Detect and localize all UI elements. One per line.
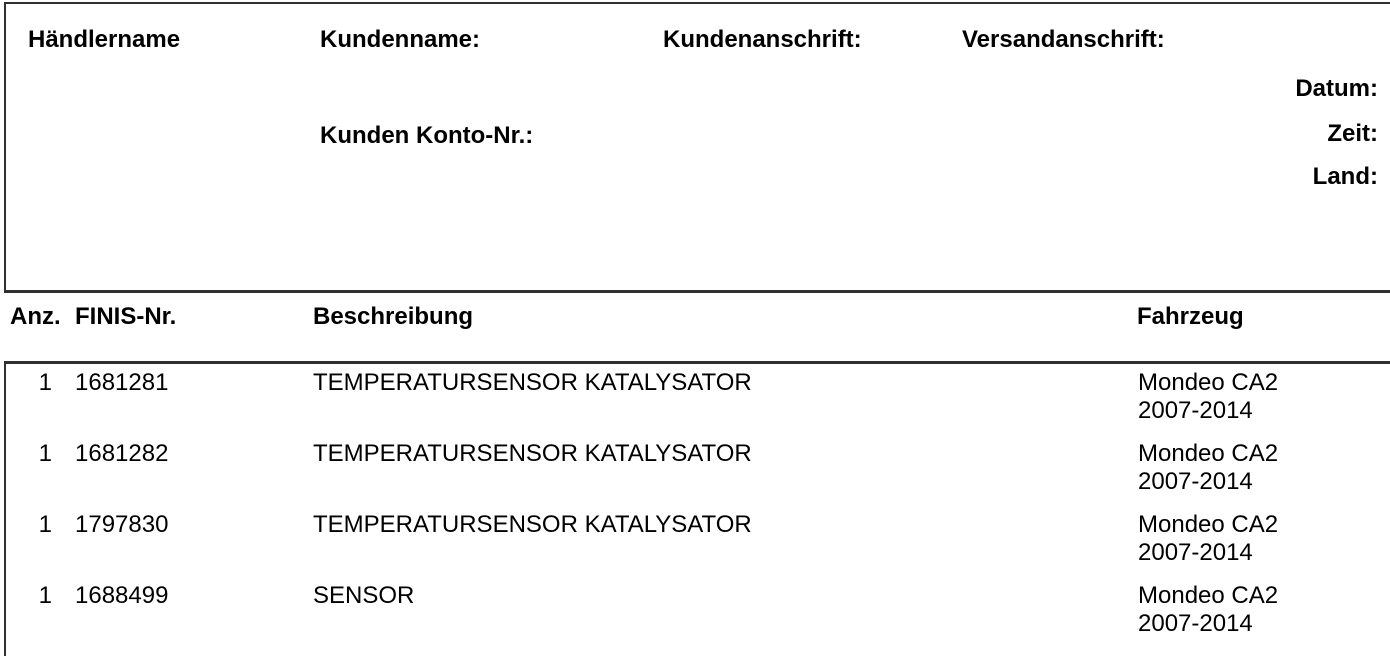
- column-header-description: Beschreibung: [313, 303, 474, 330]
- items-table-rows: [6, 369, 1390, 653]
- description-cell: TEMPERATURSENSOR KATALYSATOR: [313, 440, 752, 467]
- vehicle-cell: [1138, 582, 1278, 638]
- vehicle-model: Mondeo CA2: [1138, 369, 1279, 396]
- vehicle-model: Mondeo CA2: [1138, 440, 1279, 467]
- vehicle-years: 2007-2014: [1138, 468, 1253, 495]
- vehicle-years: 2007-2014: [1138, 610, 1253, 637]
- customer-account-number-label: Kunden Konto-Nr.:: [320, 122, 534, 149]
- quantity-cell: 1: [38, 369, 52, 396]
- description-cell: SENSOR: [313, 582, 415, 609]
- vehicle-years: 2007-2014: [1138, 539, 1253, 566]
- finis-number-cell: 1681281: [75, 369, 169, 396]
- vehicle-years: 2007-2014: [1138, 397, 1253, 424]
- table-row: [6, 582, 1390, 653]
- table-row: [6, 511, 1390, 582]
- table-row: [6, 369, 1390, 440]
- time-label: Zeit:: [1327, 120, 1378, 147]
- date-label: Datum:: [1295, 75, 1378, 102]
- description-cell: TEMPERATURSENSOR KATALYSATOR: [313, 511, 752, 538]
- table-row: [6, 440, 1390, 511]
- finis-number-cell: 1688499: [75, 582, 169, 609]
- finis-number-cell: 1681282: [75, 440, 169, 467]
- vehicle-model: Mondeo CA2: [1138, 582, 1279, 609]
- finis-number-cell: 1797830: [75, 511, 169, 538]
- customer-address-label: Kundenanschrift:: [663, 26, 862, 53]
- dealer-name-label: Händlername: [28, 26, 181, 53]
- vehicle-cell: [1138, 511, 1278, 567]
- items-table: [4, 361, 1390, 656]
- vehicle-cell: [1138, 369, 1278, 425]
- description-cell: TEMPERATURSENSOR KATALYSATOR: [313, 369, 752, 396]
- vehicle-cell: [1138, 440, 1278, 496]
- customer-name-label: Kundenname:: [320, 26, 481, 53]
- column-header-finis-number: FINIS-Nr.: [75, 303, 177, 330]
- country-label: Land:: [1312, 163, 1378, 190]
- shipping-address-label: Versandanschrift:: [962, 26, 1165, 53]
- column-header-vehicle: Fahrzeug: [1137, 303, 1244, 330]
- quantity-cell: 1: [38, 582, 52, 609]
- vehicle-model: Mondeo CA2: [1138, 511, 1279, 538]
- column-header-quantity: Anz.: [10, 303, 61, 330]
- quantity-cell: 1: [38, 440, 52, 467]
- quantity-cell: 1: [38, 511, 52, 538]
